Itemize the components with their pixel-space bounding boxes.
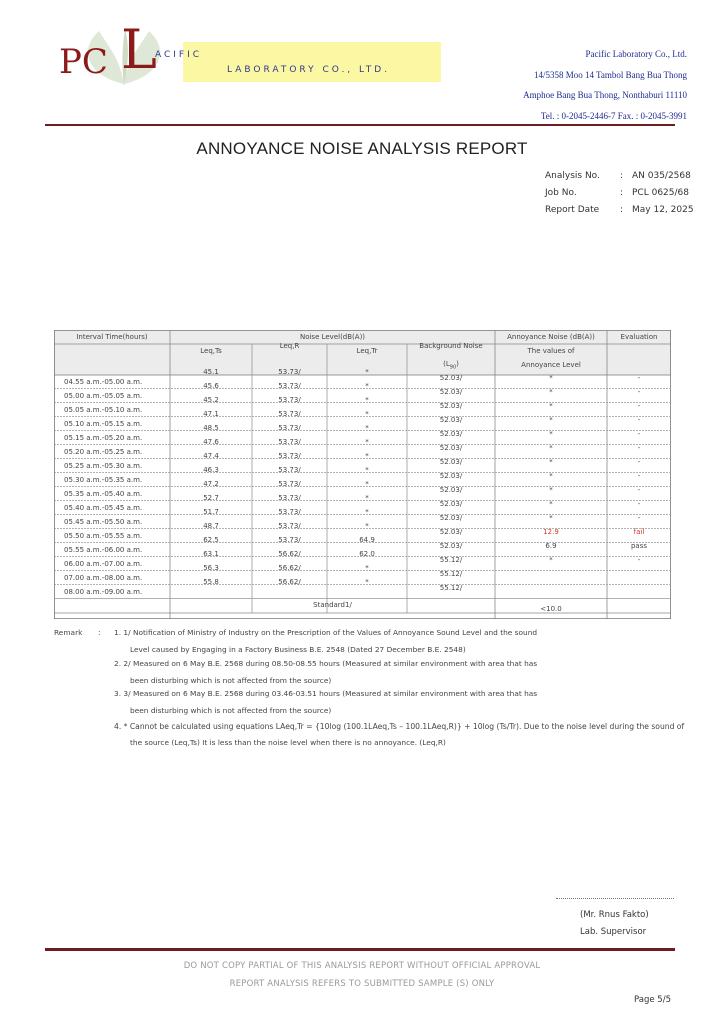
company-name: Pacific Laboratory Co., Ltd.	[585, 49, 687, 59]
background-cell: 52.03/	[439, 472, 463, 480]
evaluation-cell: -	[637, 556, 641, 564]
leq-r-cell: 53.73/	[278, 396, 301, 404]
leq-tr-cell: *	[365, 396, 369, 404]
interval-cell: 04.55 a.m.-05.00 a.m.	[64, 378, 143, 386]
interval-cell: 05.30 a.m.-05.35 a.m.	[64, 476, 143, 484]
evaluation-cell: -	[637, 416, 641, 424]
interval-cell: 05.45 a.m.-05.50 a.m.	[64, 518, 143, 526]
leq-tr-cell: 62.0	[359, 550, 375, 558]
footer-divider	[45, 948, 675, 951]
interval-cell: 06.00 a.m.-07.00 a.m.	[64, 560, 143, 568]
meta-sep: :	[620, 188, 624, 198]
interval-cell: 05.25 a.m.-05.30 a.m.	[64, 462, 143, 470]
evaluation-cell: -	[637, 500, 641, 508]
remark-item: 2. 2/ Measured on 6 May B.E. 2568 during 08.50-08.55 hours (Measured at similar environment with area that has	[114, 659, 538, 668]
leq-r-cell: 53.73/	[278, 368, 301, 376]
leq-tr-cell: 64.9	[359, 536, 375, 544]
signature-line	[556, 898, 674, 899]
remark-item: 4. * Cannot be calculated using equations LAeq,Tr = {10log (100.1LAeq,Ts – 100.1LAeq,R)} + 10log (Ts/Tr). Due to the noise level during the sound of	[114, 722, 685, 731]
evaluation-cell: -	[637, 514, 641, 522]
background-cell: 52.03/	[439, 430, 463, 438]
leq-r-cell: 53.73/	[278, 494, 301, 502]
signature-block	[580, 907, 649, 941]
signer-role: Lab. Supervisor	[580, 927, 647, 937]
evaluation-cell: -	[637, 444, 641, 452]
interval-cell: 08.00 a.m.-09.00 a.m.	[64, 588, 143, 596]
header-background-symbol: $(L_{90})$	[443, 360, 459, 371]
leq-ts-cell: 47.2	[203, 480, 219, 488]
leq-ts-cell: 48.7	[203, 522, 219, 530]
meta-job-no	[545, 185, 694, 202]
remark-item: been disturbing which is not affected from the source)	[130, 706, 332, 715]
address-line-1: 14/5358 Moo 14 Tambol Bang Bua Thong	[533, 69, 687, 80]
company-address	[523, 44, 687, 126]
leq-ts-cell: 63.1	[203, 550, 219, 558]
header-annoyance: Annoyance Noise (dB(A))	[507, 333, 595, 341]
leq-tr-cell: *	[365, 424, 369, 432]
logo-pc: PC	[59, 42, 108, 82]
leq-r-cell: 53.73/	[278, 424, 301, 432]
footer-line-2: REPORT ANALYSIS REFERS TO SUBMITTED SAMPLE (S) ONLY	[229, 979, 495, 989]
evaluation-cell: -	[637, 486, 641, 494]
interval-cell: 05.40 a.m.-05.45 a.m.	[64, 504, 143, 512]
interval-cell: 05.00 a.m.-05.05 a.m.	[64, 392, 143, 400]
leq-tr-cell: *	[365, 522, 369, 530]
leq-ts-cell: 52.7	[203, 494, 219, 502]
leq-r-cell: 53.73/	[278, 480, 301, 488]
remark-item: been disturbing which is not affected from the source)	[130, 676, 332, 685]
address-line-2: Amphoe Bang Bua Thong, Nonthaburi 11110	[523, 90, 687, 100]
annoyance-cell: *	[549, 388, 553, 396]
leq-tr-cell: *	[365, 564, 369, 572]
leq-ts-cell: 51.7	[203, 508, 219, 516]
logo-band	[183, 42, 441, 82]
annoyance-cell: *	[549, 500, 553, 508]
leq-ts-cell: 45.1	[203, 368, 219, 376]
interval-cell: 05.55 a.m.-06.00 a.m.	[64, 546, 143, 554]
evaluation-cell: -	[637, 402, 641, 410]
leq-ts-cell: 46.3	[203, 466, 219, 474]
leq-r-cell: 53.73/	[278, 508, 301, 516]
evaluation-cell: -	[637, 458, 641, 466]
leq-r-cell: 53.73/	[278, 438, 301, 446]
header-divider	[45, 124, 675, 126]
annoyance-cell: *	[549, 416, 553, 424]
remark-item: Level caused by Engaging in a Factory Business B.E. 2548 (Dated 27 December B.E. 2548)	[130, 645, 466, 654]
logo-l: L	[121, 18, 157, 81]
meta-analysis-no	[545, 168, 694, 185]
annoyance-cell: *	[549, 444, 553, 452]
leq-ts-cell: 62.5	[203, 536, 219, 544]
remark-item: the source (Leq,Ts) It is less than the noise level when there is no annoyance. (Leq,R)	[130, 738, 446, 747]
leq-tr-cell: *	[365, 452, 369, 460]
leq-r-cell: 53.73/	[278, 452, 301, 460]
header-leq-ts: Leq,Ts	[200, 347, 222, 355]
header-values-of: The values of	[527, 347, 575, 355]
annoyance-cell: *	[549, 458, 553, 466]
background-cell: 52.03/	[439, 374, 463, 382]
leq-tr-cell: *	[365, 480, 369, 488]
header-interval: Interval Time(hours)	[76, 333, 148, 341]
interval-cell: 05.05 a.m.-05.10 a.m.	[64, 406, 143, 414]
header-noise-level: Noise Level(dB(A))	[299, 333, 366, 341]
remark-label	[54, 628, 101, 637]
interval-cell: 05.15 a.m.-05.20 a.m.	[64, 434, 143, 442]
leq-r-cell: 53.73/	[278, 522, 301, 530]
annoyance-cell: *	[549, 402, 553, 410]
footer-line-1: DO NOT COPY PARTIAL OF THIS ANALYSIS REPORT WITHOUT OFFICIAL APPROVAL	[183, 961, 541, 971]
leq-r-cell: 53.73/	[278, 536, 301, 544]
standard-value: <10.0	[540, 605, 562, 613]
noise-analysis-table	[54, 330, 671, 619]
remark-item: 1. 1/ Notification of Ministry of Industry on the Prescription of the Values of Annoyance Sound Level and the sound	[114, 628, 538, 637]
meta-value: AN 035/2568	[632, 171, 691, 181]
leq-ts-cell: 45.2	[203, 396, 219, 404]
meta-label: Job No.	[545, 188, 577, 198]
annoyance-cell: *	[549, 430, 553, 438]
background-cell: 52.03/	[439, 542, 463, 550]
leq-tr-cell: *	[365, 466, 369, 474]
remark-sep: :	[98, 628, 101, 637]
remark-title: Remark	[54, 628, 83, 637]
meta-sep: :	[620, 205, 624, 215]
meta-sep: :	[620, 171, 624, 181]
annoyance-cell: 6.9	[545, 542, 557, 550]
background-cell: 52.03/	[439, 444, 463, 452]
meta-value: PCL 0625/68	[632, 188, 689, 198]
report-title: ANNOYANCE NOISE ANALYSIS REPORT	[196, 139, 528, 158]
logo-pacific: ACIFIC	[155, 50, 203, 60]
leq-ts-cell: 56.3	[203, 564, 219, 572]
header-leq-r: Leq,R	[279, 342, 300, 350]
annoyance-cell: *	[549, 486, 553, 494]
meta-value: May 12, 2025	[632, 205, 694, 215]
leq-tr-cell: *	[365, 508, 369, 516]
background-cell: 52.03/	[439, 402, 463, 410]
annoyance-cell: 12.9	[543, 528, 559, 536]
leq-ts-cell: 48.5	[203, 424, 219, 432]
remark-item: 3. 3/ Measured on 6 May B.E. 2568 during 03.46-03.51 hours (Measured at similar environment with area that has	[114, 689, 538, 698]
meta-report-date	[545, 202, 694, 219]
evaluation-cell: -	[637, 430, 641, 438]
interval-cell: 05.35 a.m.-05.40 a.m.	[64, 490, 143, 498]
signer-name: (Mr. Rnus Fakto)	[580, 910, 649, 920]
evaluation-cell: -	[637, 388, 641, 396]
interval-cell: 05.50 a.m.-05.55 a.m.	[64, 532, 143, 540]
leq-tr-cell: *	[365, 578, 369, 586]
evaluation-cell: -	[637, 472, 641, 480]
evaluation-cell: fail	[633, 528, 645, 536]
leq-ts-cell: 47.1	[203, 410, 219, 418]
evaluation-cell: -	[637, 374, 641, 382]
leq-ts-cell: 45.6	[203, 382, 219, 390]
evaluation-cell: pass	[630, 542, 648, 550]
background-cell: 52.03/	[439, 514, 463, 522]
background-cell: 52.03/	[439, 500, 463, 508]
background-cell: 55.12/	[439, 584, 463, 592]
page-number: Page 5/5	[634, 995, 671, 1005]
leq-ts-cell: 55.8	[203, 578, 219, 586]
background-cell: 55.12/	[439, 556, 463, 564]
standard-label: Standard1/	[313, 601, 352, 609]
annoyance-cell: *	[549, 472, 553, 480]
header-leq-tr: Leq,Tr	[356, 347, 378, 355]
background-cell: 52.03/	[439, 388, 463, 396]
header-evaluation: Evaluation	[620, 333, 658, 341]
leq-r-cell: 53.73/	[278, 382, 301, 390]
annoyance-cell: *	[549, 374, 553, 382]
logo-laboratory: LABORATORY CO., LTD.	[227, 65, 391, 75]
leq-tr-cell: *	[365, 494, 369, 502]
meta-label: Report Date	[545, 205, 600, 215]
meta-label: Analysis No.	[545, 171, 600, 181]
background-cell: 52.03/	[439, 416, 463, 424]
leq-tr-cell: *	[365, 382, 369, 390]
leq-r-cell: 53.73/	[278, 466, 301, 474]
leq-ts-cell: 47.6	[203, 438, 219, 446]
leq-r-cell: 53.73/	[278, 410, 301, 418]
company-logo	[55, 18, 395, 90]
leq-tr-cell: *	[365, 368, 369, 376]
annoyance-cell: *	[549, 556, 553, 564]
leq-r-cell: 56.62/	[278, 550, 301, 558]
phone-fax: Tel. : 0-2045-2446-7 Fax. : 0-2045-3991	[540, 110, 687, 121]
background-cell: 55.12/	[439, 570, 463, 578]
interval-cell: 05.10 a.m.-05.15 a.m.	[64, 420, 143, 428]
header-background: Background Noise	[419, 342, 483, 350]
leq-r-cell: 56.62/	[278, 564, 301, 572]
leq-r-cell: 56.62/	[278, 578, 301, 586]
annoyance-cell: *	[549, 514, 553, 522]
background-cell: 52.03/	[439, 458, 463, 466]
background-cell: 52.03/	[439, 528, 463, 536]
report-meta	[545, 168, 694, 219]
interval-cell: 07.00 a.m.-08.00 a.m.	[64, 574, 143, 582]
leq-tr-cell: *	[365, 410, 369, 418]
leq-tr-cell: *	[365, 438, 369, 446]
background-cell: 52.03/	[439, 486, 463, 494]
leq-ts-cell: 47.4	[203, 452, 219, 460]
header-annoyance-level: Annoyance Level	[521, 361, 581, 369]
interval-cell: 05.20 a.m.-05.25 a.m.	[64, 448, 143, 456]
